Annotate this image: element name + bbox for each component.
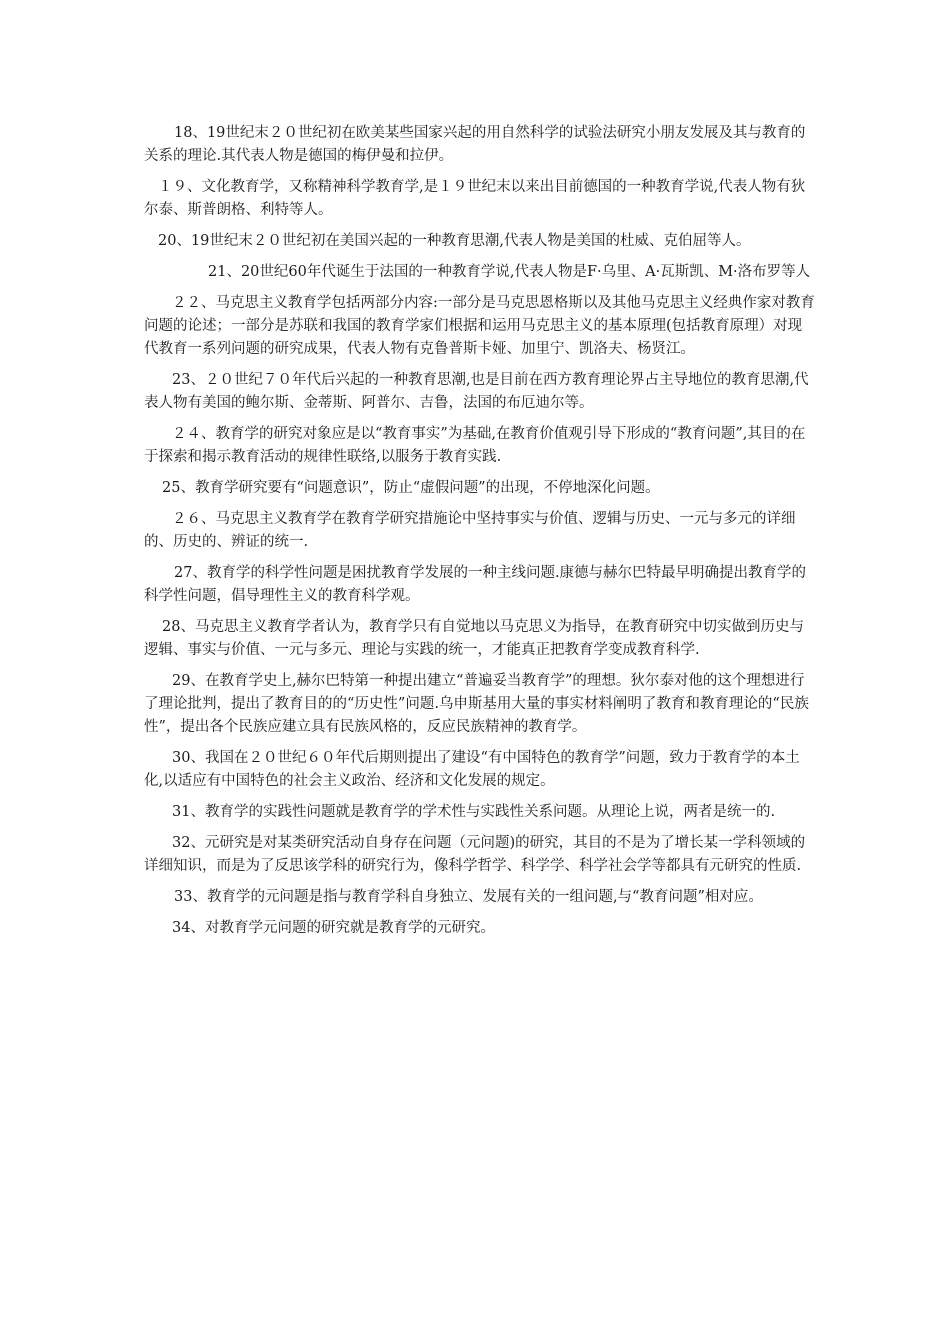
- paragraph-18: 18、19世纪末２０世纪初在欧美某些国家兴起的用自然科学的试验法研究小朋友发展及其与教育的关系的理论.其代表人物是德国的梅伊曼和拉伊。: [144, 125, 806, 164]
- paragraph-31: 31、教育学的实践性问题就是教育学的学术性与实践性关系问题。从理论上说，两者是统一的.: [172, 804, 776, 820]
- paragraph-34: 34、对教育学元问题的研究就是教育学的元研究。: [172, 920, 495, 936]
- paragraph-19: １９、文化教育学，又称精神科学教育学,是１９世纪末以来出目前德国的一种教育学说,代表人物有狄尔泰、斯普朗格、利特等人。: [144, 179, 806, 218]
- document-page: [144, 122, 816, 948]
- paragraph-26: ２６、马克思主义教育学在教育学研究措施论中坚持事实与价值、逻辑与历史、一元与多元的详细的、历史的、辨证的统一.: [144, 511, 796, 550]
- paragraph-25: 25、教育学研究要有“问题意识”，防止“虚假问题”的出现，不停地深化问题。: [162, 480, 660, 496]
- paragraph-21: 21、20世纪60年代诞生于法国的一种教育学说,代表人物是F·乌里、A·瓦斯凯、M·洛布罗等人: [208, 264, 811, 280]
- paragraph-24: ２４、教育学的研究对象应是以“教育事实”为基础,在教育价值观引导下形成的“教育问题”,其目的在于探索和揭示教育活动的规律性联络,以服务于教育实践.: [144, 426, 806, 465]
- paragraph-27: 27、教育学的科学性问题是困扰教育学发展的一种主线问题.康德与赫尔巴特最早明确提出教育学的科学性问题，倡导理性主义的教育科学观。: [144, 565, 807, 604]
- paragraph-20: 20、19世纪末２０世纪初在美国兴起的一种教育思潮,代表人物是美国的杜威、克伯屈等人。: [158, 233, 751, 249]
- paragraph-23: 23、２０世纪７０年代后兴起的一种教育思潮,也是目前在西方教育理论界占主导地位的教育思潮,代表人物有美国的鲍尔斯、金蒂斯、阿普尔、吉鲁，法国的布厄迪尔等。: [144, 372, 809, 411]
- paragraph-33: 33、教育学的元问题是指与教育学科自身独立、发展有关的一组问题,与“教育问题”相对应。: [174, 889, 763, 905]
- paragraph-29: 29、在教育学史上,赫尔巴特第一种提出建立“普遍妥当教育学”的理想。狄尔泰对他的这个理想进行了理论批判，提出了教育目的的“历史性”问题.乌申斯基用大量的事实材料阐明了教育和教育理论的“民族性”，提出各个民族应建立具有民族风格的，反应民族精神的教育学。: [144, 673, 809, 735]
- paragraph-32: 32、元研究是对某类研究活动自身存在问题（元问题)的研究，其目的不是为了增长某一学科领域的详细知识，而是为了反思该学科的研究行为，像科学哲学、科学学、科学社会学等都具有元研究的性质.: [144, 835, 806, 874]
- paragraph-22: ２２、马克思主义教育学包括两部分内容:一部分是马克思恩格斯以及其他马克思主义经典作家对教育问题的论述；一部分是苏联和我国的教育学家们根据和运用马克思主义的基本原理(包括教育原理）对现代教育一系列问题的研究成果，代表人物有克鲁普斯卡娅、加里宁、凯洛夫、杨贤江。: [144, 295, 815, 357]
- paragraph-28: 28、马克思主义教育学者认为，教育学只有自觉地以马克思义为指导，在教育研究中切实做到历史与逻辑、事实与价值、一元与多元、理论与实践的统一，才能真正把教育学变成教育科学.: [144, 619, 804, 658]
- paragraph-30: 30、我国在２０世纪６０年代后期则提出了建设“有中国特色的教育学”问题，致力于教育学的本土化,以适应有中国特色的社会主义政治、经济和文化发展的规定。: [144, 750, 800, 789]
